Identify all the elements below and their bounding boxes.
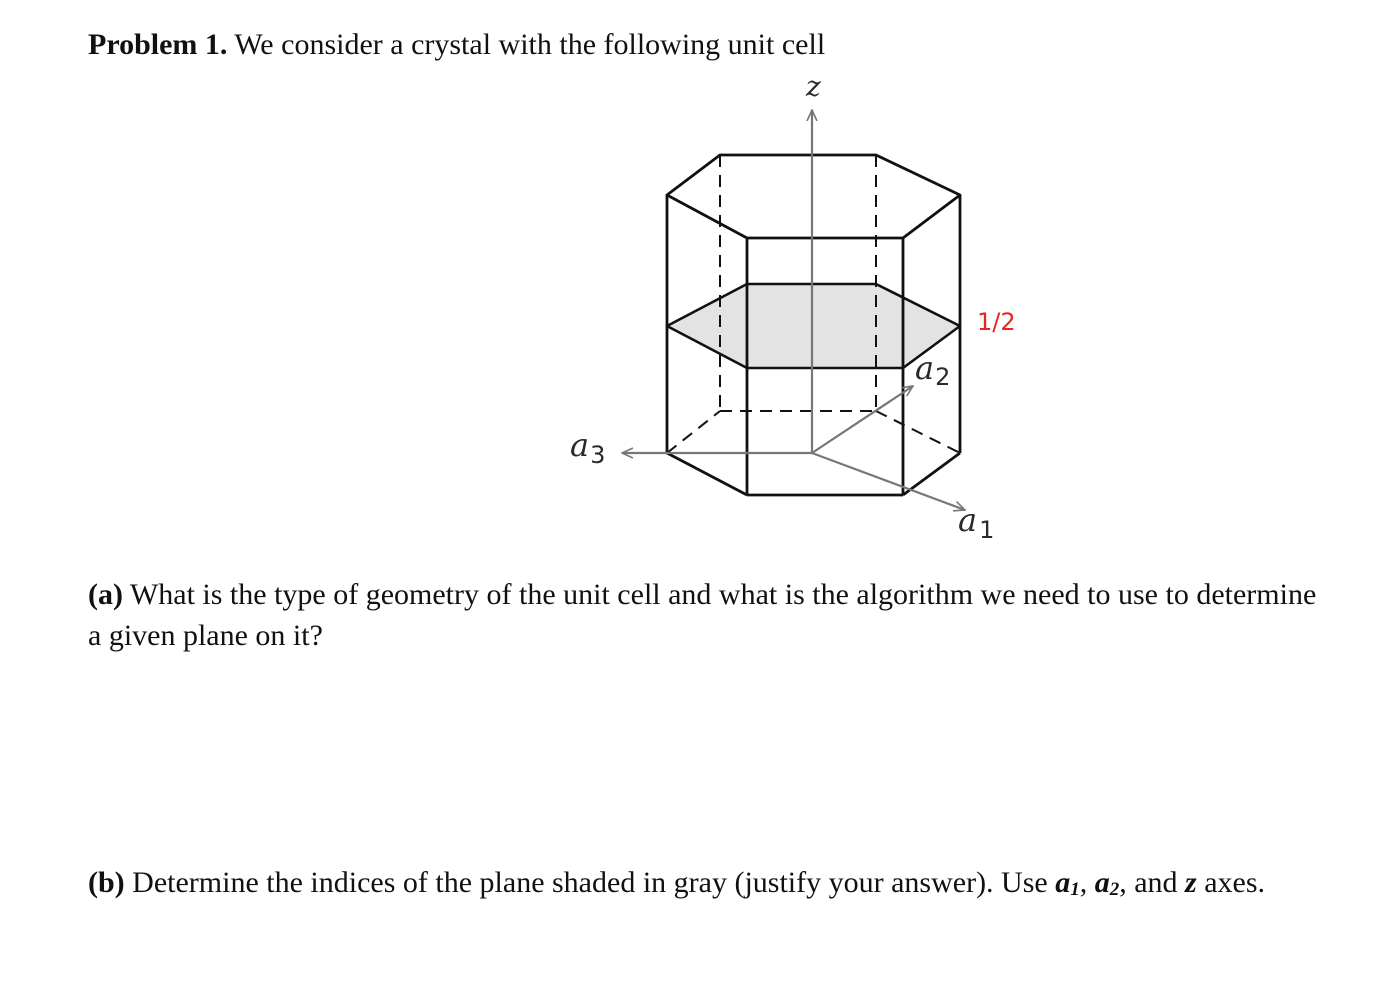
half-height-label: 1/2 [977,308,1016,336]
part-b-text-2: axes. [1196,866,1266,899]
problem-intro: We consider a crystal with the following unit cell [227,28,826,61]
sep-2: , and [1119,866,1186,899]
var-a1: $a_1$ [1055,866,1080,900]
a1-axis-label: $a_1$ [958,501,995,544]
sep-1: , [1079,866,1095,899]
z-axis-label: z [806,70,821,103]
a3-axis-label: $a_3$ [570,426,606,469]
part-a-text: What is the type of geometry of the unit cell and what is the algorithm we need to use to determine a given plane on it? [88,578,1317,652]
part-a-question [88,574,1318,656]
part-b-question [88,862,1318,910]
a2-axis-arrow [812,386,913,453]
problem-heading: Problem 1. [88,28,228,61]
part-b-label: (b) [88,866,125,899]
part-a-label: (a) [88,578,123,611]
part-b-text-1: Determine the indices of the plane shaded in gray (justify your answer). Use [124,866,1056,899]
a2-axis-label: a2 [915,349,951,391]
var-z: z [1185,866,1197,899]
a1-axis-arrow [812,453,965,510]
var-a2: $a_2$ [1094,866,1120,900]
